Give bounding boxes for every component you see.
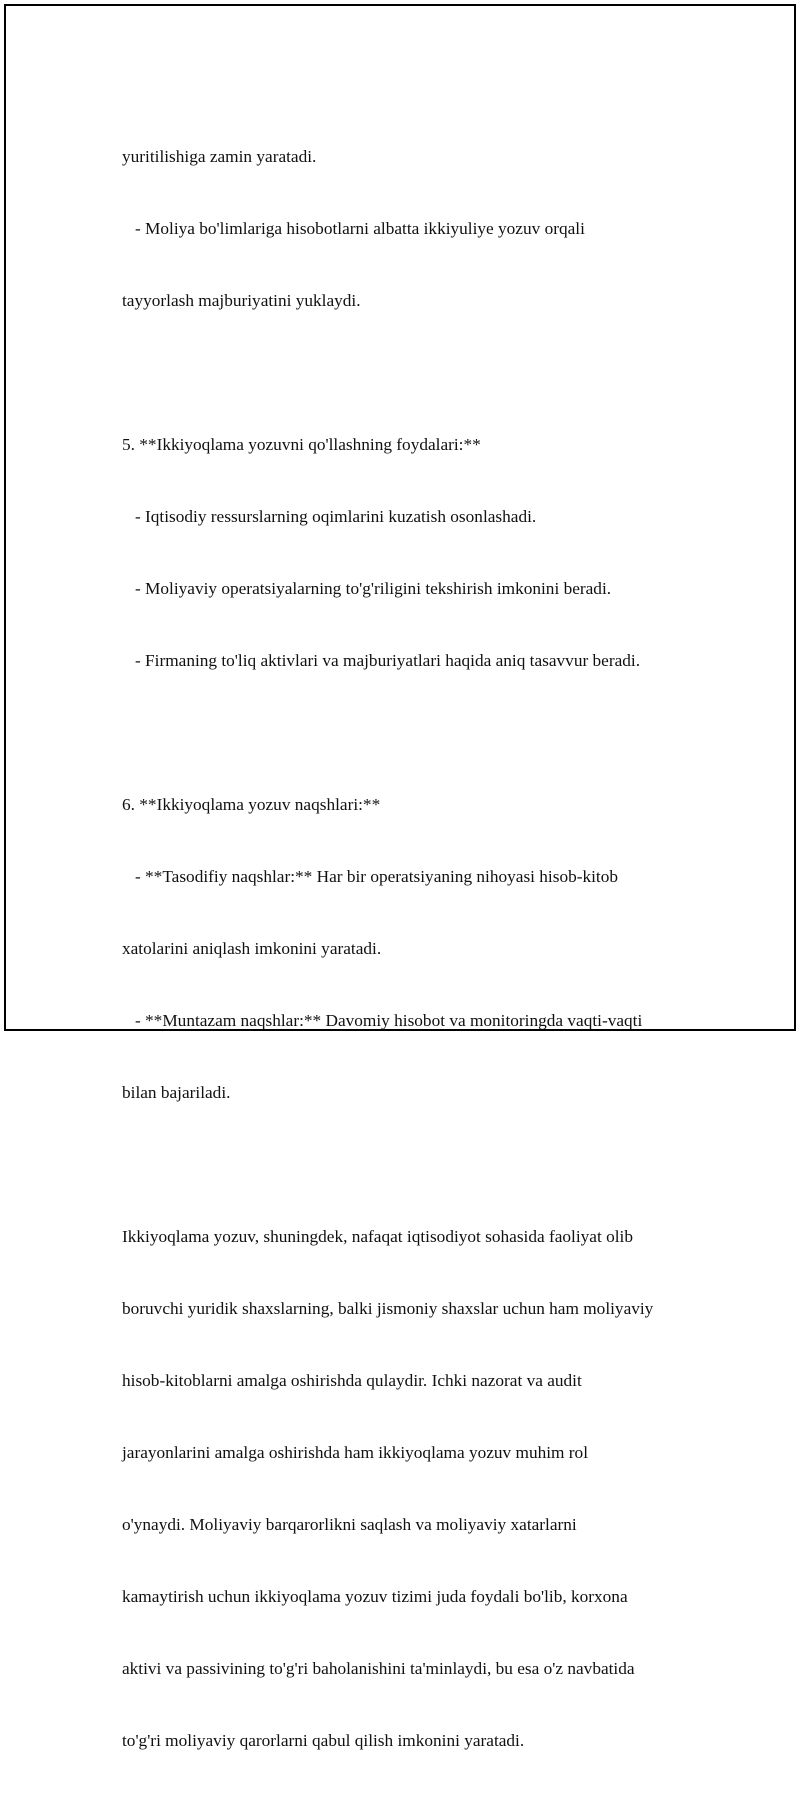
blank-line bbox=[122, 361, 722, 385]
list-item-line: - Moliyaviy operatsiyalarning to'g'riligini tekshirish imkonini beradi. bbox=[122, 579, 612, 598]
text-line: tayyorlash majburiyatini yuklaydi. bbox=[122, 291, 361, 310]
list-item-line: - Firmaning to'liq aktivlari va majburiyatlari haqida aniq tasavvur beradi. bbox=[122, 651, 641, 670]
paragraph-line: Ikkiyoqlama yozuv, shuningdek, nafaqat iqtisodiyot sohasida faoliyat olib bbox=[122, 1227, 633, 1246]
section-heading-5: 5. **Ikkiyoqlama yozuvni qo'llashning foydalari:** bbox=[122, 435, 481, 454]
paragraph-line: jarayonlarini amalga oshirishda ham ikkiyoqlama yozuv muhim rol bbox=[122, 1443, 589, 1462]
blank-line bbox=[122, 721, 722, 745]
document-page bbox=[4, 4, 796, 1750]
text-line: yuritilishiga zamin yaratadi. bbox=[122, 147, 317, 166]
paragraph-line: boruvchi yuridik shaxslarning, balki jismoniy shaxslar uchun ham moliyaviy bbox=[122, 1299, 654, 1318]
document-body bbox=[122, 97, 722, 1801]
paragraph-line: aktivi va passivining to'g'ri baholanishini ta'minlaydi, bu esa o'z navbatida bbox=[122, 1659, 635, 1678]
list-item-line: - **Muntazam naqshlar:** Davomiy hisobot va monitoringda vaqti-vaqti bbox=[122, 1011, 643, 1030]
paragraph-line: to'g'ri moliyaviy qarorlarni qabul qilish imkonini yaratadi. bbox=[122, 1731, 525, 1750]
paragraph-line: hisob-kitoblarni amalga oshirishda qulaydir. Ichki nazorat va audit bbox=[122, 1371, 582, 1390]
text-line: xatolarini aniqlash imkonini yaratadi. bbox=[122, 939, 382, 958]
blank-line bbox=[122, 1153, 722, 1177]
list-item-line: - Iqtisodiy ressurslarning oqimlarini kuzatish osonlashadi. bbox=[122, 507, 537, 526]
text-line: bilan bajariladi. bbox=[122, 1083, 231, 1102]
section-heading-6: 6. **Ikkiyoqlama yozuv naqshlari:** bbox=[122, 795, 381, 814]
paragraph-line: o'ynaydi. Moliyaviy barqarorlikni saqlash va moliyaviy xatarlarni bbox=[122, 1515, 577, 1534]
paragraph-line: kamaytirish uchun ikkiyoqlama yozuv tizimi juda foydali bo'lib, korxona bbox=[122, 1587, 628, 1606]
list-item-line: - Moliya bo'limlariga hisobotlarni albatta ikkiyuliye yozuv orqali bbox=[122, 219, 585, 238]
list-item-line: - **Tasodifiy naqshlar:** Har bir operatsiyaning nihoyasi hisob-kitob bbox=[122, 867, 619, 886]
